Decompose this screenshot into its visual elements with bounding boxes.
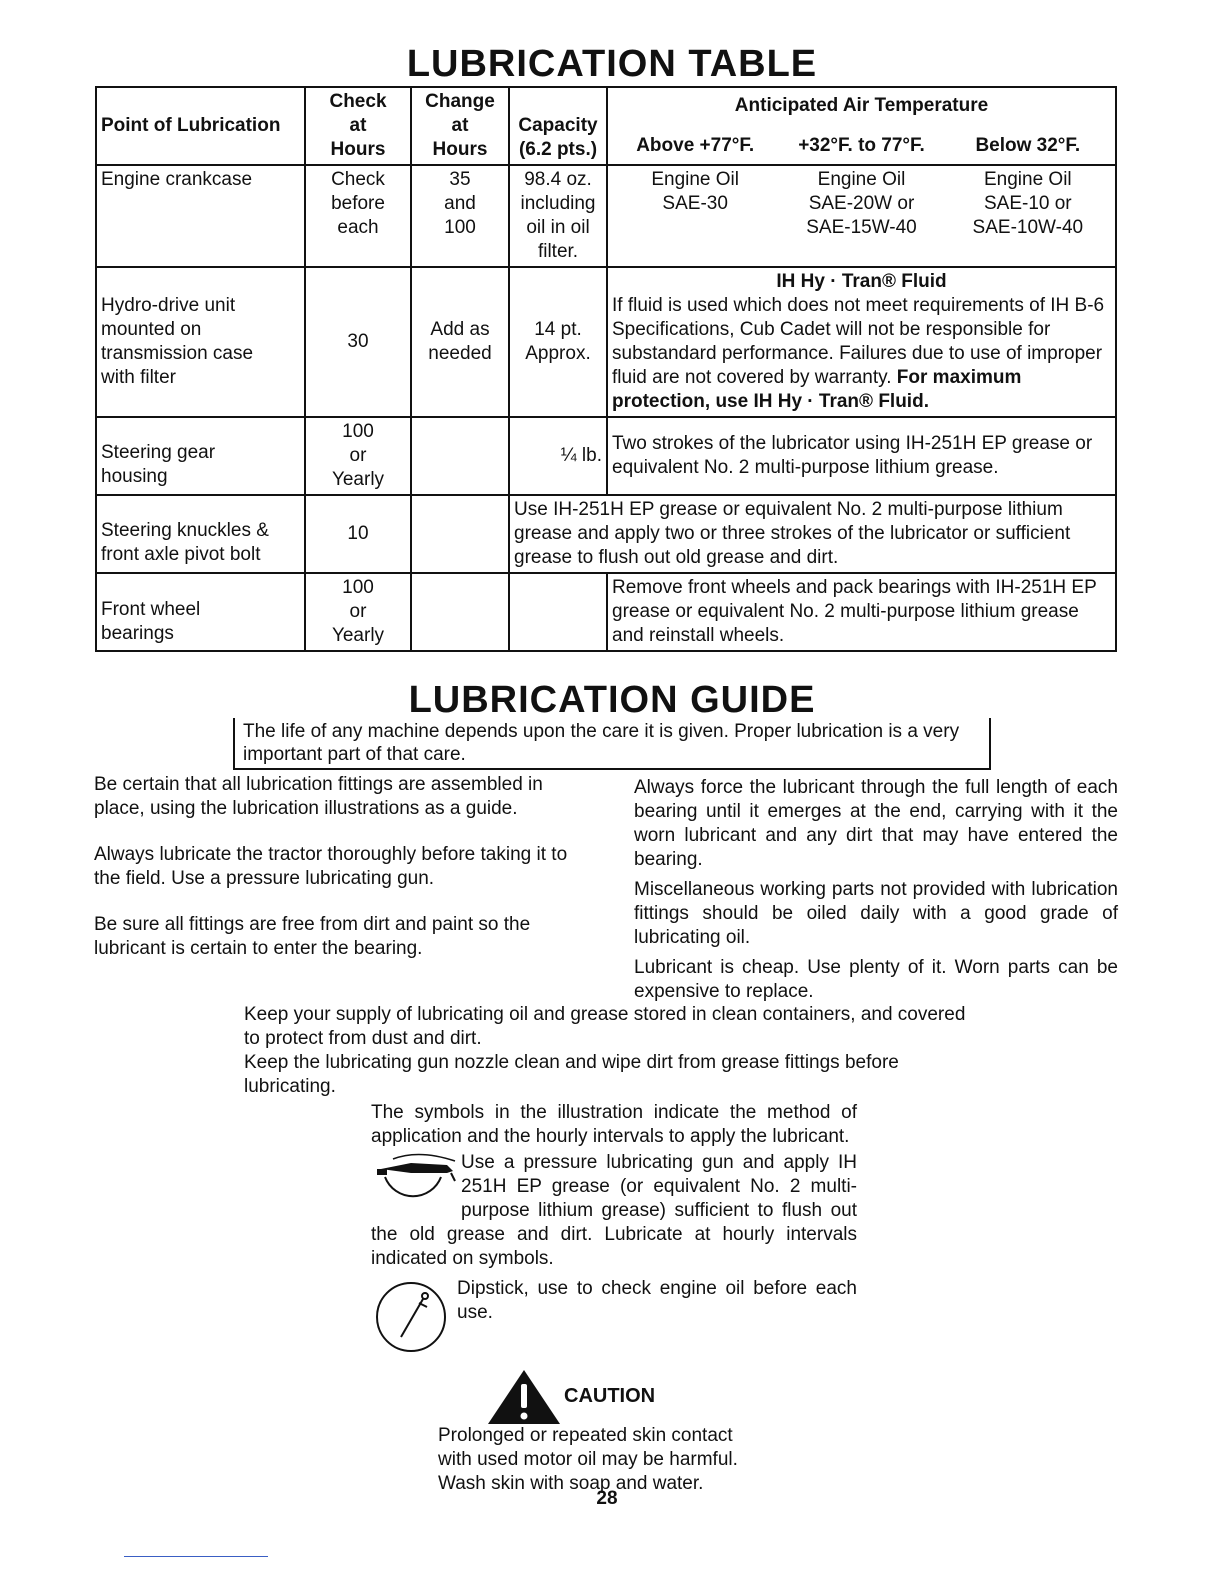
wheels-note: Remove front wheels and pack bearings with IH-251H EP grease or equivalent No. 2 multi-purpose lithium grease and reinstall wheels. [607, 573, 1116, 651]
page-number: 28 [596, 1488, 618, 1509]
steering-gear-note: Two strokes of the lubricator using IH-251H EP grease or equivalent No. 2 multi-purpose lithium grease. [607, 417, 1116, 495]
guide-paragraph: Keep the lubricating gun nozzle clean and wipe dirt from grease fittings before lubricating. [244, 1052, 899, 1097]
knuckles-change [411, 495, 509, 573]
lubrication-guide-title: LUBRICATION GUIDE [408, 679, 816, 721]
table-row-knuckles [96, 495, 1116, 573]
hydro-point: Hydro-drive unit mounted on transmission case with filter [96, 267, 305, 417]
grease-gun-icon [371, 1151, 457, 1223]
knuckles-check: 10 [305, 495, 411, 573]
knuckles-point: Steering knuckles & front axle pivot bolt [96, 495, 305, 573]
engine-change: 35 and 100 [411, 165, 509, 267]
lubrication-table-title: LUBRICATION TABLE [406, 43, 818, 85]
header-temperature: Anticipated Air Temperature Above +77°F. +32°F. to 77°F. Below 32°F. [607, 87, 1116, 165]
wheels-point: Front wheel bearings [96, 573, 305, 651]
steering-gear-point: Steering gear housing [96, 417, 305, 495]
header-capacity: Capacity (6.2 pts.) [509, 87, 607, 165]
guide-paragraph: Keep your supply of lubricating oil and grease stored in clean containers, and covered to protect from dust and dirt. [244, 1004, 966, 1049]
caution-line: Wash skin with soap and water. [438, 1473, 704, 1494]
guide-paragraph: Be sure all fittings are free from dirt and paint so the lubricant is certain to enter the bearing. [94, 914, 531, 959]
engine-oil: Engine Oil SAE-30 Engine Oil SAE-20W or SAE-15W-40 Engine Oil SAE-10 or SAE-10W-40 [607, 165, 1116, 267]
dipstick-icon [371, 1277, 451, 1357]
guide-paragraph: Always lubricate the tractor thoroughly before taking it to the field. Use a pressure lubricating gun. [94, 844, 568, 889]
guide-right-column [634, 776, 1118, 1018]
engine-point: Engine crankcase [96, 165, 305, 267]
engine-capacity: 98.4 oz. including oil in oil filter. [509, 165, 607, 267]
guide-paragraph: Lubricant is cheap. Use plenty of it. Worn parts can be expensive to replace. [634, 957, 1118, 1002]
wheels-check: 100 or Yearly [305, 573, 411, 651]
guide-symbols-section [371, 1101, 857, 1357]
wheels-capacity [509, 573, 607, 651]
dipstick-text: Dipstick, use to check engine oil before each use. [457, 1278, 857, 1323]
header-change: Change at Hours [411, 87, 509, 165]
steering-gear-change [411, 417, 509, 495]
caution-block [438, 1368, 858, 1496]
steering-gear-check: 100 or Yearly [305, 417, 411, 495]
guide-keep-section [244, 1003, 984, 1099]
engine-check: Check before each [305, 165, 411, 267]
caution-label: CAUTION [564, 1385, 656, 1407]
table-row-hydro [96, 267, 1116, 417]
hydro-capacity: 14 pt. Approx. [509, 267, 607, 417]
guide-left-column [94, 773, 594, 975]
guide-paragraph: Be certain that all lubrication fittings are assembled in place, using the lubrication illustrations as a guide. [94, 774, 543, 819]
guide-paragraph: Always force the lubricant through the full length of each bearing until it emerges at the end, carrying with it the worn lubricant and any dirt that may have entered the bearing. [634, 777, 1118, 870]
hydro-fluid: IH Hy · Tran® Fluid If fluid is used which does not meet requirements of IH B-6 Specifications, Cub Cadet will not be responsible for substandard performance. Failures due to use of improper fluid are not covered by warranty. For maximum protection, use IH Hy · Tran® Fluid. [607, 267, 1116, 417]
footer-rule [124, 1556, 268, 1557]
guide-intro: The life of any machine depends upon the care it is given. Proper lubrication is a very important part of that care. [233, 718, 991, 770]
lubrication-table [95, 86, 1117, 652]
guide-paragraph: Miscellaneous working parts not provided with lubrication fittings should be oiled daily with a good grade of lubricating oil. [634, 879, 1118, 948]
header-check: Check at Hours [305, 87, 411, 165]
hydro-change: Add as needed [411, 267, 509, 417]
table-row-engine [96, 165, 1116, 267]
table-row-steering-gear [96, 417, 1116, 495]
warning-icon [486, 1368, 562, 1426]
table-header-row [96, 87, 1116, 165]
hydro-check: 30 [305, 267, 411, 417]
table-row-wheels [96, 573, 1116, 651]
symbols-intro: The symbols in the illustration indicate the method of application and the hourly intervals to apply the lubricant. [371, 1102, 857, 1147]
wheels-change [411, 573, 509, 651]
header-point: Point of Lubrication [96, 87, 305, 165]
caution-line: with used motor oil may be harmful. [438, 1449, 738, 1470]
steering-gear-capacity: ¼ lb. [509, 417, 607, 495]
knuckles-note: Use IH-251H EP grease or equivalent No. 2 multi-purpose lithium grease and apply two or three strokes of the lubricator or sufficient grease to flush out old grease and dirt. [509, 495, 1116, 573]
caution-line: Prolonged or repeated skin contact [438, 1425, 733, 1446]
grease-gun-text: Use a pressure lubricating gun and apply IH 251H EP grease (or equivalent No. 2 multi-purpose lithium grease) sufficient to flush out the old grease and dirt. Lubricate at hourly intervals indicated on symbols. [371, 1152, 857, 1269]
